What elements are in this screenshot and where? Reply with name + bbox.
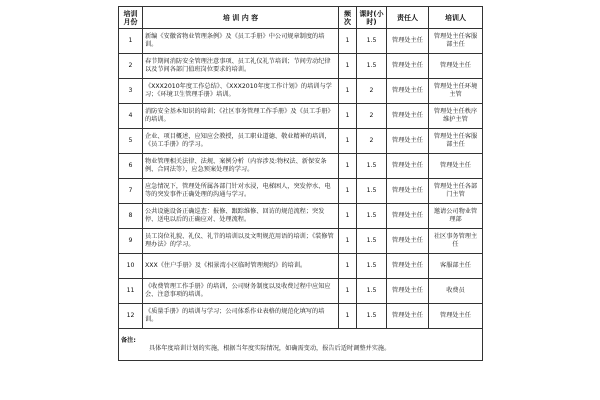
cell-hours: 1.5 bbox=[357, 204, 387, 229]
note-row bbox=[119, 329, 483, 361]
cell-month: 8 bbox=[119, 204, 143, 229]
header-content: 培 训 内 容 bbox=[143, 7, 339, 29]
cell-month: 6 bbox=[119, 154, 143, 179]
training-plan-table bbox=[118, 6, 483, 361]
cell-trainer: 管理处主任秩序维护主管 bbox=[429, 104, 483, 129]
table-row bbox=[119, 204, 483, 229]
cell-trainer: 管理处主任各部门主管 bbox=[429, 179, 483, 204]
cell-hours: 1.5 bbox=[357, 54, 387, 79]
cell-month: 11 bbox=[119, 279, 143, 304]
cell-hours: 2 bbox=[357, 129, 387, 154]
cell-content: 应急情况下，管理处所属各部门针对水浸，电梯困人，突发停水、电等的突发事件正确处理的沟通与学习。 bbox=[143, 179, 339, 204]
training-plan-sheet bbox=[118, 6, 482, 361]
table-header-row bbox=[119, 7, 483, 29]
cell-month: 4 bbox=[119, 104, 143, 129]
cell-trainer: 社区事务管理主任 bbox=[429, 229, 483, 254]
cell-trainer: 管理处主任客服部主任 bbox=[429, 29, 483, 54]
cell-hours: 1.5 bbox=[357, 279, 387, 304]
header-owner: 责任人 bbox=[387, 7, 429, 29]
cell-owner: 管理处主任 bbox=[387, 79, 429, 104]
cell-owner: 管理处主任 bbox=[387, 54, 429, 79]
cell-owner: 管理处主任 bbox=[387, 204, 429, 229]
cell-owner: 管理处主任 bbox=[387, 29, 429, 54]
cell-month: 10 bbox=[119, 254, 143, 279]
cell-hours: 1.5 bbox=[357, 254, 387, 279]
table-row bbox=[119, 254, 483, 279]
cell-content: 物业管理相关法律、法规、案例分析（内容涉及:物权法、新保安条例、合同法等），应急预案处理的学习。 bbox=[143, 154, 339, 179]
cell-trainer: 邀请公司物业管理部 bbox=[429, 204, 483, 229]
cell-hours: 1.5 bbox=[357, 304, 387, 329]
table-row bbox=[119, 79, 483, 104]
cell-owner: 管理处主任 bbox=[387, 154, 429, 179]
cell-content: 《质量手册》的培训与学习；公司体系作业表格的规范化填写的培训。 bbox=[143, 304, 339, 329]
cell-owner: 管理处主任 bbox=[387, 254, 429, 279]
cell-count: 1 bbox=[339, 179, 357, 204]
cell-count: 1 bbox=[339, 204, 357, 229]
cell-trainer: 管理处主任客服部主任 bbox=[429, 129, 483, 154]
cell-owner: 管理处主任 bbox=[387, 179, 429, 204]
cell-content: 员工岗位礼貌、礼仪、礼节的培训以及文明规范用语的培训；《装修管理办法》的学习。 bbox=[143, 229, 339, 254]
cell-month: 12 bbox=[119, 304, 143, 329]
cell-count: 1 bbox=[339, 129, 357, 154]
cell-count: 1 bbox=[339, 154, 357, 179]
cell-content: XXX《住户手册》及《相景湾小区临时管理规约》的培训。 bbox=[143, 254, 339, 279]
cell-content: 《XXX2010年度工作总结》、《XXX2010年度工作计划》的培训与学习；《环境卫生管理手册》培训。 bbox=[143, 79, 339, 104]
table-row bbox=[119, 129, 483, 154]
table-row bbox=[119, 104, 483, 129]
table-body bbox=[119, 29, 483, 329]
cell-content: 春节期间消防安全管理注意事项、员工礼仪礼节培训；节间劳动纪律以及节间各部门值班岗位要求的培训。 bbox=[143, 54, 339, 79]
cell-content: 消防安全基本知识的培训；《社区事务管理工作手册》及《员工手册》的培训。 bbox=[143, 104, 339, 129]
cell-count: 1 bbox=[339, 279, 357, 304]
cell-month: 9 bbox=[119, 229, 143, 254]
cell-owner: 管理处主任 bbox=[387, 104, 429, 129]
table-row bbox=[119, 154, 483, 179]
cell-owner: 管理处主任 bbox=[387, 279, 429, 304]
cell-owner: 管理处主任 bbox=[387, 229, 429, 254]
cell-trainer: 管理处主任 bbox=[429, 54, 483, 79]
note-text: 具体年度培训计划的实施，根据当年度实际情况，如确需变动，报告后适时调整并实施。 bbox=[149, 344, 391, 352]
table-row bbox=[119, 54, 483, 79]
cell-hours: 1.5 bbox=[357, 29, 387, 54]
cell-trainer: 管理处主任环境主管 bbox=[429, 79, 483, 104]
cell-count: 1 bbox=[339, 79, 357, 104]
cell-month: 7 bbox=[119, 179, 143, 204]
note-label: 备注: bbox=[121, 336, 136, 344]
table-row bbox=[119, 229, 483, 254]
header-hours: 课时(小时) bbox=[357, 7, 387, 29]
table-row bbox=[119, 304, 483, 329]
table-row bbox=[119, 179, 483, 204]
cell-month: 1 bbox=[119, 29, 143, 54]
cell-month: 5 bbox=[119, 129, 143, 154]
cell-month: 2 bbox=[119, 54, 143, 79]
cell-content: 公共设施设备正确巡查：报修、跟踪维修、回访的规范流程；突发停、送电以后的正确应对、处理流程。 bbox=[143, 204, 339, 229]
cell-month: 3 bbox=[119, 79, 143, 104]
cell-owner: 管理处主任 bbox=[387, 304, 429, 329]
cell-hours: 1.5 bbox=[357, 154, 387, 179]
cell-content: 企业、项目概述，应知应会教授，员工职业道德、敬业精神的培训，《员工手册》的学习。 bbox=[143, 129, 339, 154]
cell-hours: 1.5 bbox=[357, 229, 387, 254]
cell-content: 《收费管理工作手册》的培训，公司财务制度以及收费过程中应知应会、注意事项的培训。 bbox=[143, 279, 339, 304]
table-row bbox=[119, 279, 483, 304]
cell-trainer: 收费员 bbox=[429, 279, 483, 304]
header-month: 培训月份 bbox=[119, 7, 143, 29]
header-trainer: 培训人 bbox=[429, 7, 483, 29]
cell-content: 新编《安徽省物业管理条例》及《员工手册》中公司规章制度的培训。 bbox=[143, 29, 339, 54]
cell-trainer: 客服部主任 bbox=[429, 254, 483, 279]
cell-count: 1 bbox=[339, 54, 357, 79]
cell-count: 1 bbox=[339, 304, 357, 329]
cell-hours: 1.5 bbox=[357, 179, 387, 204]
cell-owner: 管理处主任 bbox=[387, 129, 429, 154]
cell-count: 1 bbox=[339, 29, 357, 54]
cell-hours: 2 bbox=[357, 104, 387, 129]
cell-count: 1 bbox=[339, 104, 357, 129]
header-count: 频次 bbox=[339, 7, 357, 29]
cell-trainer: 管理处主任 bbox=[429, 304, 483, 329]
cell-count: 1 bbox=[339, 254, 357, 279]
cell-trainer: 管理处主任 bbox=[429, 154, 483, 179]
table-row bbox=[119, 29, 483, 54]
note-cell bbox=[119, 329, 483, 361]
cell-count: 1 bbox=[339, 229, 357, 254]
cell-hours: 2 bbox=[357, 79, 387, 104]
